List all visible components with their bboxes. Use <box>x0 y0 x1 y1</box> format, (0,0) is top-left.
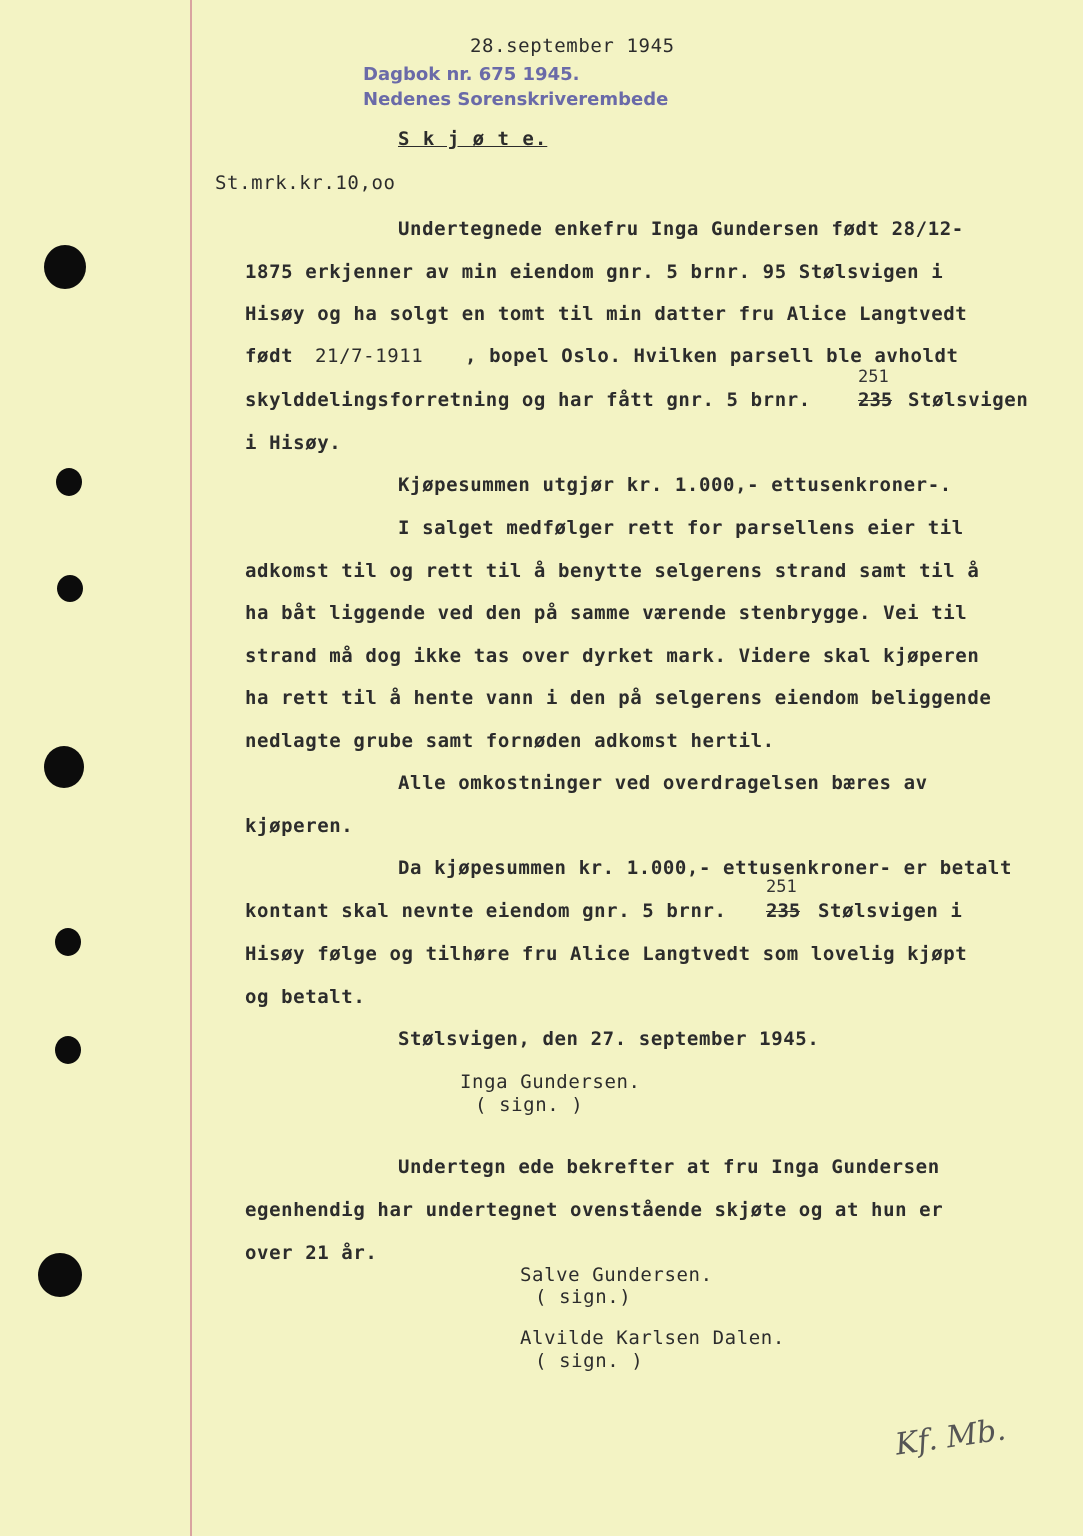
body-line-17a: kontant skal nevnte eiendom gnr. 5 brnr. <box>245 900 727 922</box>
punch-hole <box>44 746 84 788</box>
handwritten-initials: Kf. Mb. <box>893 1412 1008 1463</box>
signature-1-sign: ( sign. ) <box>475 1094 584 1116</box>
corrected-brnr-2: 251 <box>766 877 797 897</box>
body-line-10: ha båt liggende ved den på samme værende stenbrygge. Vei til <box>245 602 968 624</box>
struck-brnr: 235 <box>858 389 893 411</box>
signature-2-sign: ( sign.) <box>535 1286 632 1308</box>
body-line-17b: Stølsvigen i <box>818 900 963 922</box>
struck-brnr-2: 235 <box>766 900 801 922</box>
body-line-19: og betalt. <box>245 986 366 1008</box>
corrected-brnr: 251 <box>858 367 889 387</box>
journal-stamp-line2: Nedenes Sorenskriverembede <box>363 89 669 110</box>
buyer-birthdate: 21/7-1911 <box>315 345 424 367</box>
document-title: S k j ø t e. <box>398 128 548 150</box>
body-line-12: ha rett til å hente vann i den på selgerens eiendom beliggende <box>245 687 992 709</box>
signature-3-name: Alvilde Karlsen Dalen. <box>520 1327 785 1349</box>
punch-hole <box>56 468 82 496</box>
punch-hole <box>57 575 83 602</box>
signature-1-name: Inga Gundersen. <box>460 1071 641 1093</box>
body-line-7: Kjøpesummen utgjør kr. 1.000,- ettusenkroner-. <box>398 474 952 496</box>
body-line-18: Hisøy følge og tilhøre fru Alice Langtvedt som lovelig kjøpt <box>245 943 968 965</box>
body-line-2: 1875 erkjenner av min eiendom gnr. 5 brnr. 95 Stølsvigen i <box>245 261 944 283</box>
witness-line-3: over 21 år. <box>245 1242 378 1264</box>
punch-hole <box>44 245 86 289</box>
body-line-13: nedlagte grube samt fornøden adkomst hertil. <box>245 730 775 752</box>
body-line-5b: Stølsvigen <box>908 389 1029 411</box>
punch-hole <box>38 1253 82 1297</box>
punch-hole <box>55 1036 81 1064</box>
body-line-14: Alle omkostninger ved overdragelsen bæres av <box>398 772 928 794</box>
body-line-6: i Hisøy. <box>245 432 342 454</box>
margin-line <box>190 0 192 1536</box>
body-line-15: kjøperen. <box>245 815 354 837</box>
signature-3-sign: ( sign. ) <box>535 1350 644 1372</box>
body-line-3: Hisøy og ha solgt en tomt til min datter fru Alice Langtvedt <box>245 303 968 325</box>
body-line-16: Da kjøpesummen kr. 1.000,- ettusenkroner- er betalt <box>398 857 1012 879</box>
stamp-duty: St.mrk.kr.10,oo <box>215 172 396 194</box>
signature-2-name: Salve Gundersen. <box>520 1264 713 1286</box>
body-line-5a: skylddelingsforretning og har fått gnr. 5 brnr. <box>245 389 811 411</box>
body-line-4b: , bopel Oslo. Hvilken parsell ble avholdt <box>465 345 959 367</box>
body-line-4a: født <box>245 345 294 367</box>
document-date: 28.september 1945 <box>470 35 675 57</box>
place-date-line: Stølsvigen, den 27. september 1945. <box>398 1028 820 1050</box>
journal-stamp-line1: Dagbok nr. 675 1945. <box>363 64 580 85</box>
punch-hole <box>55 928 81 956</box>
body-line-1: Undertegnede enkefru Inga Gundersen født 28/12- <box>398 218 964 240</box>
body-line-11: strand må dog ikke tas over dyrket mark. Videre skal kjøperen <box>245 645 980 667</box>
body-line-8: I salget medfølger rett for parsellens eier til <box>398 517 964 539</box>
body-line-9: adkomst til og rett til å benytte selgerens strand samt til å <box>245 560 980 582</box>
witness-line-2: egenhendig har undertegnet ovenstående skjøte og at hun er <box>245 1199 944 1221</box>
witness-line-1: Undertegn ede bekrefter at fru Inga Gundersen <box>398 1156 940 1178</box>
